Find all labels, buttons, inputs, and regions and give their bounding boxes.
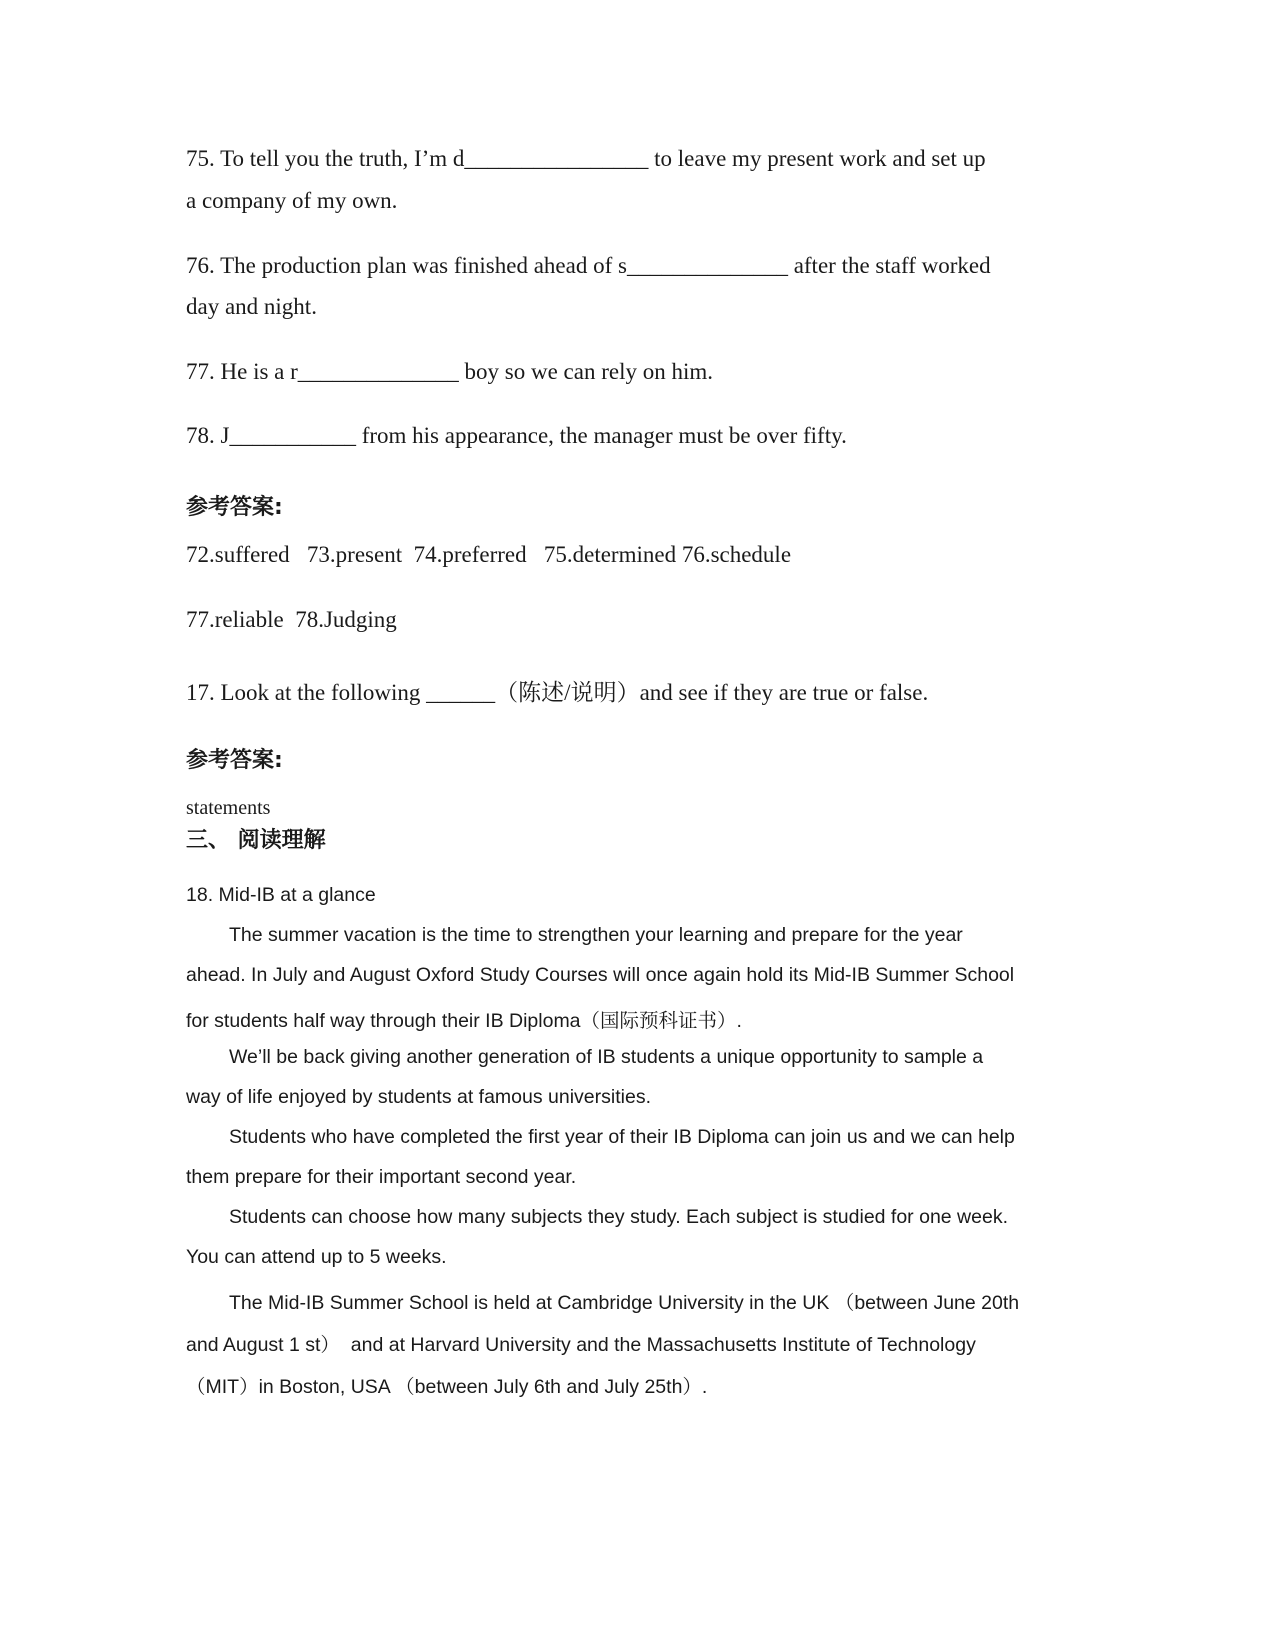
question-17: 17. Look at the following ______（陈述/说明）and see if they are true or false.	[186, 680, 929, 705]
reading-p3-line-1: Students who have completed the first year of their IB Diploma can join us and we can help	[229, 1126, 1015, 1148]
reading-p4-line-1: Students can choose how many subjects they study. Each subject is studied for one week.	[229, 1206, 1008, 1228]
question-75-line-1: 75. To tell you the truth, I’m d________________ to leave my present work and set up	[186, 146, 986, 171]
reading-p1-line-2: ahead. In July and August Oxford Study Courses will once again hold its Mid-IB Summer School	[186, 964, 1015, 986]
question-75-line-2: a company of my own.	[186, 188, 398, 213]
question-78: 78. J___________ from his appearance, the manager must be over fifty.	[186, 423, 847, 448]
answer-heading-2: 参考答案:	[186, 748, 283, 773]
section-heading: 三、 阅读理解	[186, 828, 326, 853]
reading-title: 18. Mid-IB at a glance	[186, 884, 376, 906]
reading-p2-line-2: way of life enjoyed by students at famous universities.	[186, 1086, 651, 1108]
reading-p5-line-3: （MIT）in Boston, USA （between July 6th and July 25th）.	[186, 1376, 708, 1398]
reading-p5-line-1: The Mid-IB Summer School is held at Cambridge University in the UK （between June 20th	[229, 1292, 1020, 1314]
answers-line-2: 77.reliable 78.Judging	[186, 607, 397, 632]
answer-heading-1: 参考答案:	[186, 495, 283, 520]
reading-p4-line-2: You can attend up to 5 weeks.	[186, 1246, 447, 1268]
question-77: 77. He is a r______________ boy so we can rely on him.	[186, 359, 714, 384]
question-76-line-2: day and night.	[186, 294, 317, 319]
reading-p1-line-3: for students half way through their IB Diploma（国际预科证书）.	[186, 1010, 742, 1032]
question-76-line-1: 76. The production plan was finished ahead of s______________ after the staff worked	[186, 253, 991, 278]
reading-p2-line-1: We’ll be back giving another generation of IB students a unique opportunity to sample a	[229, 1046, 984, 1068]
answer-17: statements	[186, 797, 271, 819]
reading-p1-line-1: The summer vacation is the time to strengthen your learning and prepare for the year	[229, 924, 963, 946]
reading-p3-line-2: them prepare for their important second year.	[186, 1166, 577, 1188]
answers-line-1: 72.suffered 73.present 74.preferred 75.determined 76.schedule	[186, 542, 792, 567]
reading-p5-line-2: and August 1 st） and at Harvard University and the Massachusetts Institute of Technology	[186, 1334, 976, 1356]
